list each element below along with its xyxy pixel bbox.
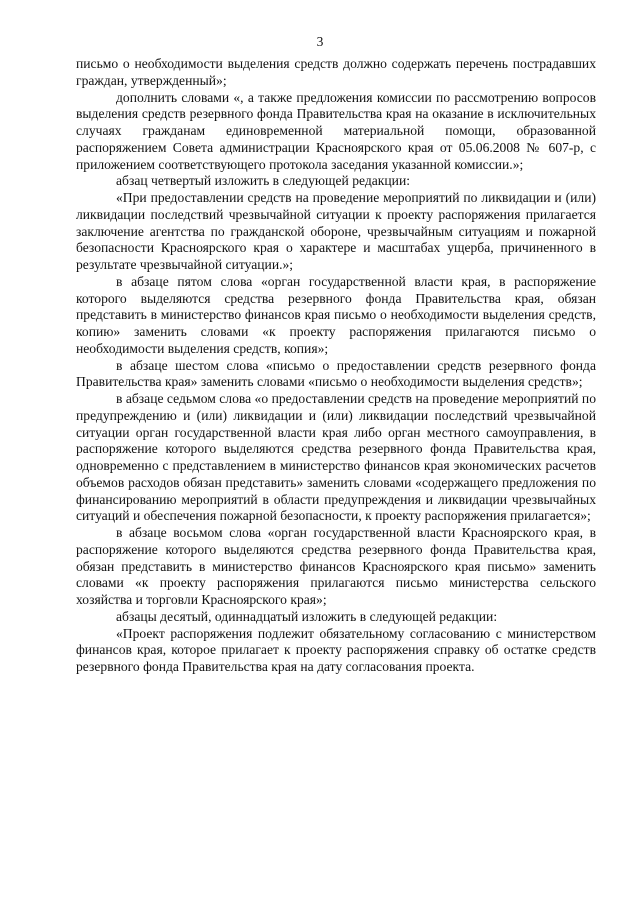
paragraph: в абзаце седьмом слова «о предоставлении средств на проведение мероприятий по предупреждению и (или) ликвидации и (или) ликвидации последствий чрезвычайной ситуации орган государственной власти края либо орган местного самоуправления, в распоряжение которого выделяются средства резервного фонда Правительства края, одновременно с представлением в министерство финансов края экономических расчетов объемов расходов обязан представить» заменить словами «содержащего предложения по финансированию мероприятий в области предупреждения и ликвидации чрезвычайных ситуаций и обеспечения пожарной безопасности, к проекту распоряжения прилагается»;: [76, 391, 596, 524]
paragraph: в абзаце шестом слова «письмо о предоставлении средств резервного фонда Правительства края» заменить словами «письмо о необходимости выделения средств»;: [76, 357, 596, 390]
page-number: 3: [316, 34, 324, 49]
paragraph: дополнить словами «, а также предложения комиссии по рассмотрению вопросов выделения средств резервного фонда Правительства края на оказание в исключительных случаях гражданам единовременной материальной помощи, образованной распоряжением Совета администрации Красноярского края от 05.06.2008 № 607-р, с приложением соответствующего протокола заседания указанной комиссии.»;: [76, 89, 596, 172]
paragraph: «При предоставлении средств на проведение мероприятий по ликвидации и (или) ликвидации последствий чрезвычайной ситуации к проекту распоряжения прилагается заключение агентства по гражданской обороне, чрезвычайным ситуациям и пожарной безопасности Красноярского края о характере и масштабах ущерба, причиненного в результате чрезвычайной ситуации.»;: [76, 190, 596, 272]
paragraph: абзац четвертый изложить в следующей редакции:: [116, 173, 411, 189]
paragraph: абзацы десятый, одиннадцатый изложить в следующей редакции:: [116, 608, 498, 624]
document-body: [76, 56, 596, 676]
paragraph: «Проект распоряжения подлежит обязательному согласованию с министерством финансов края, которое прилагает к проекту распоряжения справку об остатке средств резервного фонда Правительства края на дату согласования проекта.: [76, 625, 596, 674]
paragraph: в абзаце восьмом слова «орган государственной власти Красноярского края, в распоряжение которого выделяются средства резервного фонда Правительства края, обязан представить в министерство финансов Красноярского края письмо» заменить словами «к проекту распоряжения прилагаются письмо министерства сельского хозяйства и торговли Красноярского края»;: [76, 525, 596, 607]
paragraph: письмо о необходимости выделения средств должно содержать перечень пострадавших граждан, утвержденный»;: [76, 56, 596, 88]
paragraph: в абзаце пятом слова «орган государственной власти края, в распоряжение которого выделяются средства резервного фонда Правительства края, обязан представить в министерство финансов края письмо о необходимости выделения средств, копию» заменить словами «к проекту распоряжения прилагаются письмо о необходимости выделения средств, копия»;: [76, 273, 596, 356]
